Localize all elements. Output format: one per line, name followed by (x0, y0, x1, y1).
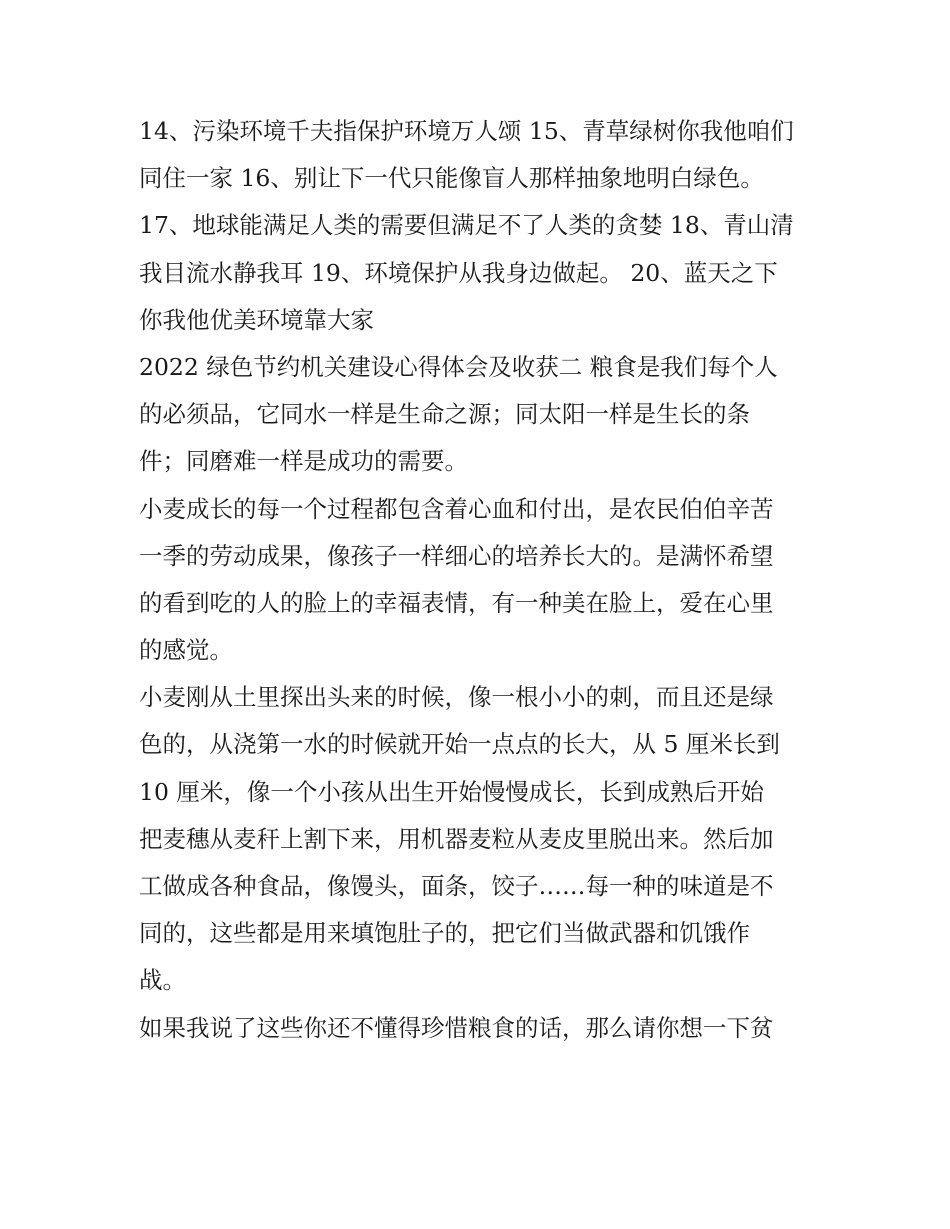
text-line: 一季的劳动成果，像孩子一样细心的培养长大的。是满怀希望 (139, 541, 774, 570)
text-line: 的感觉。 (139, 636, 233, 665)
text-line: 小麦成长的每一个过程都包含着心血和付出，是农民伯伯辛苦 (139, 494, 774, 523)
text-line: 你我他优美环境靠大家 (139, 305, 374, 334)
text-line: 14、污染环境千夫指保护环境万人颂 15、青草绿树你我他咱们 (139, 117, 794, 145)
text-line: 我目流水静我耳 19、环境保护从我身边做起。 20、蓝天之下 (139, 258, 778, 287)
text-line: 同住一家 16、别让下一代只能像盲人那样抽象地明白绿色。 (139, 164, 764, 193)
text-line: 色的，从浇第一水的时候就开始一点点的长大，从 5 厘米长到 (139, 730, 780, 759)
text-line: 小麦刚从土里探出头来的时候，像一根小小的刺，而且还是绿 (139, 683, 774, 712)
body-text (139, 108, 815, 1052)
text-line: 17、地球能满足人类的需要但满足不了人类的贪婪 18、青山清 (139, 211, 794, 240)
text-line: 同的，这些都是用来填饱肚子的，把它们当做武器和饥饿作 (139, 919, 750, 948)
text-line: 件；同磨难一样是成功的需要。 (139, 447, 468, 476)
text-line: 的必须品，它同水一样是生命之源；同太阳一样是生长的条 (139, 400, 750, 429)
text-line: 把麦穗从麦秆上割下来，用机器麦粒从麦皮里脱出来。然后加 (139, 824, 774, 853)
text-line: 的看到吃的人的脸上的幸福表情，有一种美在脸上，爱在心里 (139, 588, 774, 617)
text-line: 10 厘米，像一个小孩从出生开始慢慢成长，长到成熟后开始 (139, 777, 764, 806)
text-line: 2022 绿色节约机关建设心得体会及收获二 粮食是我们每个人 (139, 352, 778, 381)
text-line: 如果我说了这些你还不懂得珍惜粮食的话，那么请你想一下贫 (139, 1013, 774, 1042)
text-line: 战。 (139, 966, 186, 995)
text-line: 工做成各种食品，像馒头，面条，饺子……每一种的味道是不 (139, 872, 774, 900)
